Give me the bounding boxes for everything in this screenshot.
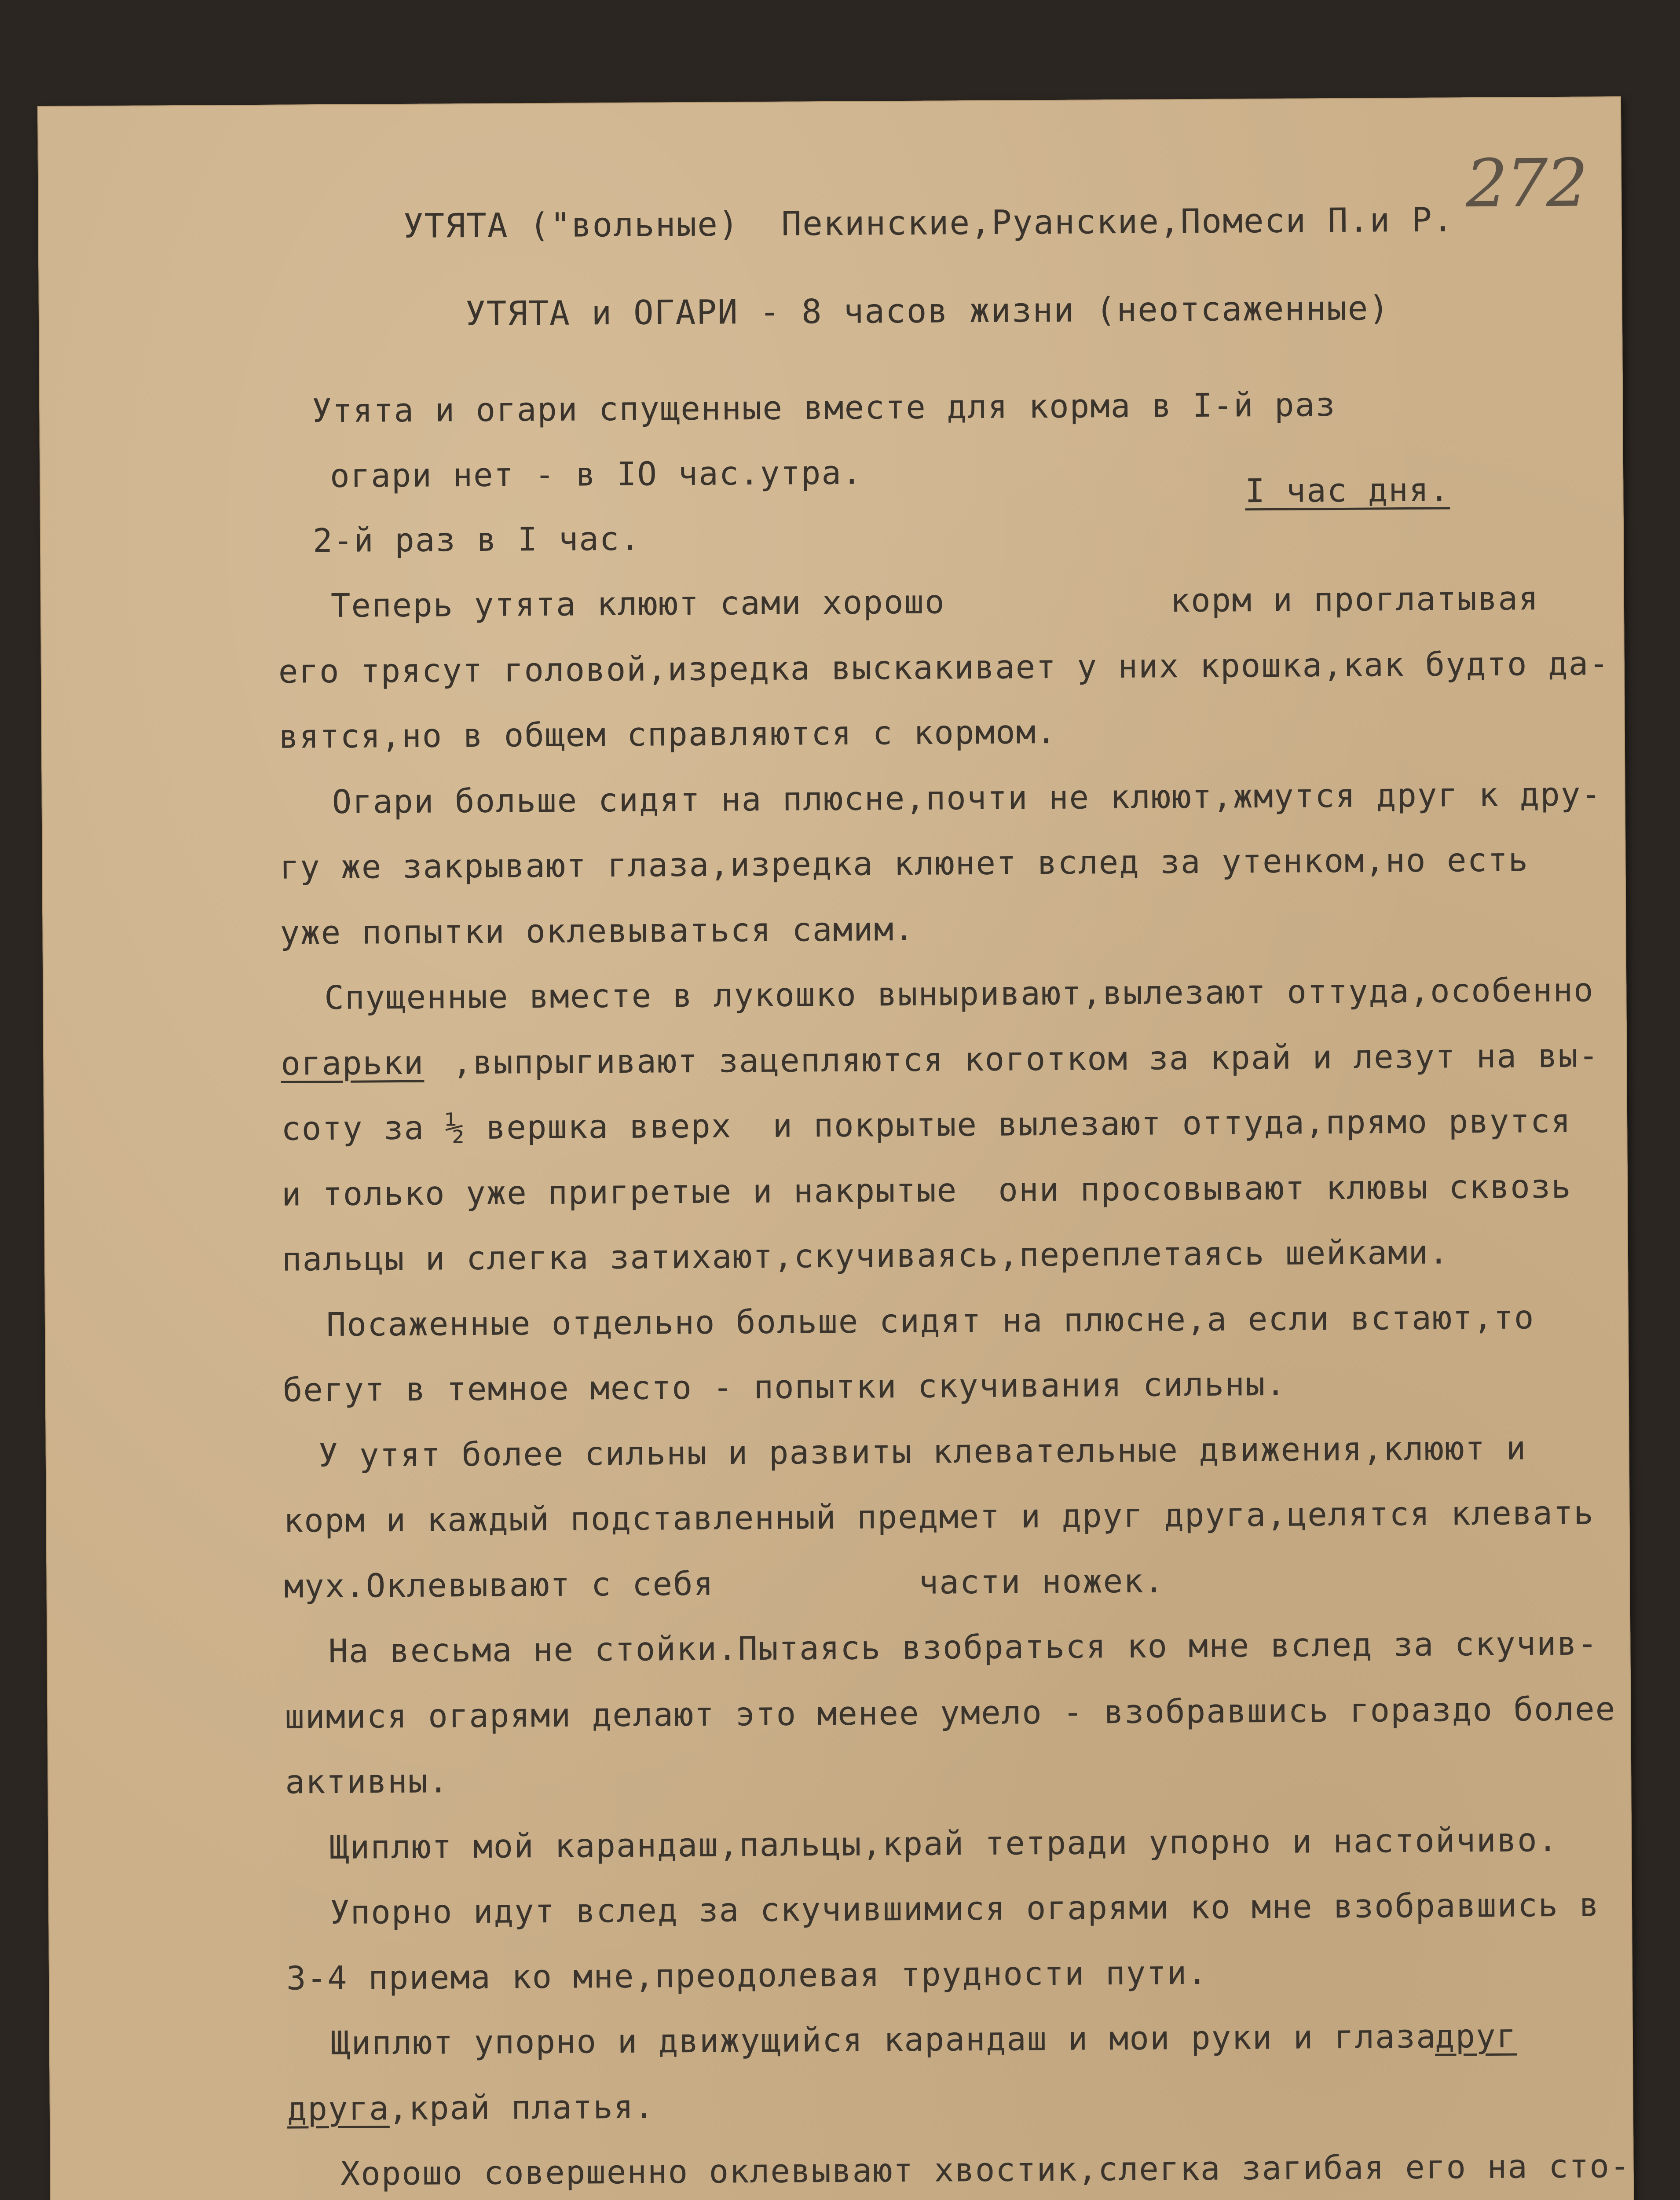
text-line-2: огари нет - в IO час.утра. (329, 454, 863, 495)
text-line-12: соту за ½ вершка вверх и покрытые вылезают оттуда,прямо рвутся (281, 1102, 1572, 1148)
text-line-1: Утята и огари спущенные вместе для корма в I-й раз (311, 386, 1336, 430)
text-line-26-underlined: друг (1435, 2017, 1517, 2056)
text-line-16: бегут в темное место - попытки скучивания сильны. (282, 1365, 1287, 1409)
text-line-9: уже попытки оклевываться самим. (280, 910, 915, 952)
text-line-10: Спущенные вместе в лукошко выныривают,вылезают оттуда,особенно (324, 971, 1594, 1017)
text-line-21: шимися огарями делают это менее умело - взобравшись гораздо более (285, 1690, 1616, 1736)
text-line-27-underlined: друга (287, 2090, 390, 2128)
text-line-11-underlined: огарьки (281, 1044, 425, 1083)
text-line-13: и только уже пригретые и накрытые они просовывают клювы сквозь (281, 1167, 1572, 1214)
folio-number: 272 (1465, 145, 1587, 223)
text-line-22: активны. (285, 1762, 449, 1801)
text-line-15: Посаженные отдельно больше сидят на плюсне,а если встают,то (326, 1298, 1535, 1344)
text-line-4: Теперь утята клюют сами хорошо корм и проглатывая (330, 579, 1539, 625)
text-line-time-note: I час дня. (1245, 471, 1450, 510)
text-line-14: пальцы и слегка затихают,скучиваясь,переплетаясь шейками. (282, 1233, 1449, 1279)
title-line-1: УТЯТА ("вольные) Пекинские,Руанские,Помеси П.и Р. (403, 200, 1454, 246)
text-line-18: корм и каждый подставленный предмет и друг друга,целятся клевать (283, 1494, 1595, 1540)
text-line-24: Упорно идут вслед за скучившимися огарями ко мне взобравшись в (329, 1886, 1600, 1932)
text-line-20: На весьма не стойки.Пытаясь взобраться ко мне вслед за скучив- (328, 1624, 1598, 1671)
text-line-26: Щиплют упорно и движущийся карандаш и мои руки и глаза (330, 2017, 1437, 2063)
text-line-19: мух.Оклевывают с себя части ножек. (284, 1562, 1165, 1606)
title-line-2: УТЯТА и ОГАРИ - 8 часов жизни (неотсаженные) (465, 288, 1390, 334)
text-line-3: 2-й раз в I час. (312, 520, 641, 560)
text-line-7: Огари больше сидят на плюсне,почти не клюют,жмутся друг к дру- (332, 775, 1602, 821)
text-line-11-rest: ,выпрыгивают зацепляются коготком за край и лезут на вы- (452, 1037, 1599, 1082)
text-line-5: его трясут головой,изредка выскакивает у них крошка,как будто да- (278, 645, 1610, 691)
text-line-6: вятся,но в общем справляются с кормом. (278, 713, 1057, 756)
text-line-27-rest: ,край платья. (388, 2088, 655, 2128)
text-line-17: У утят более сильны и развиты клевательные движения,клюют и (318, 1429, 1527, 1475)
typed-page (37, 96, 1634, 2200)
text-line-28: Хорошо совершенно оклевывают хвостик,слегка загибая его на сто- (340, 2147, 1631, 2193)
text-line-25: 3-4 приема ко мне,преодолевая трудности пути. (286, 1954, 1208, 1998)
text-line-8: гу же закрывают глаза,изредка клюнет вслед за утенком,но есть (279, 841, 1529, 887)
text-line-23: Щиплют мой карандаш,пальцы,край тетради упорно и настойчиво. (329, 1821, 1559, 1867)
